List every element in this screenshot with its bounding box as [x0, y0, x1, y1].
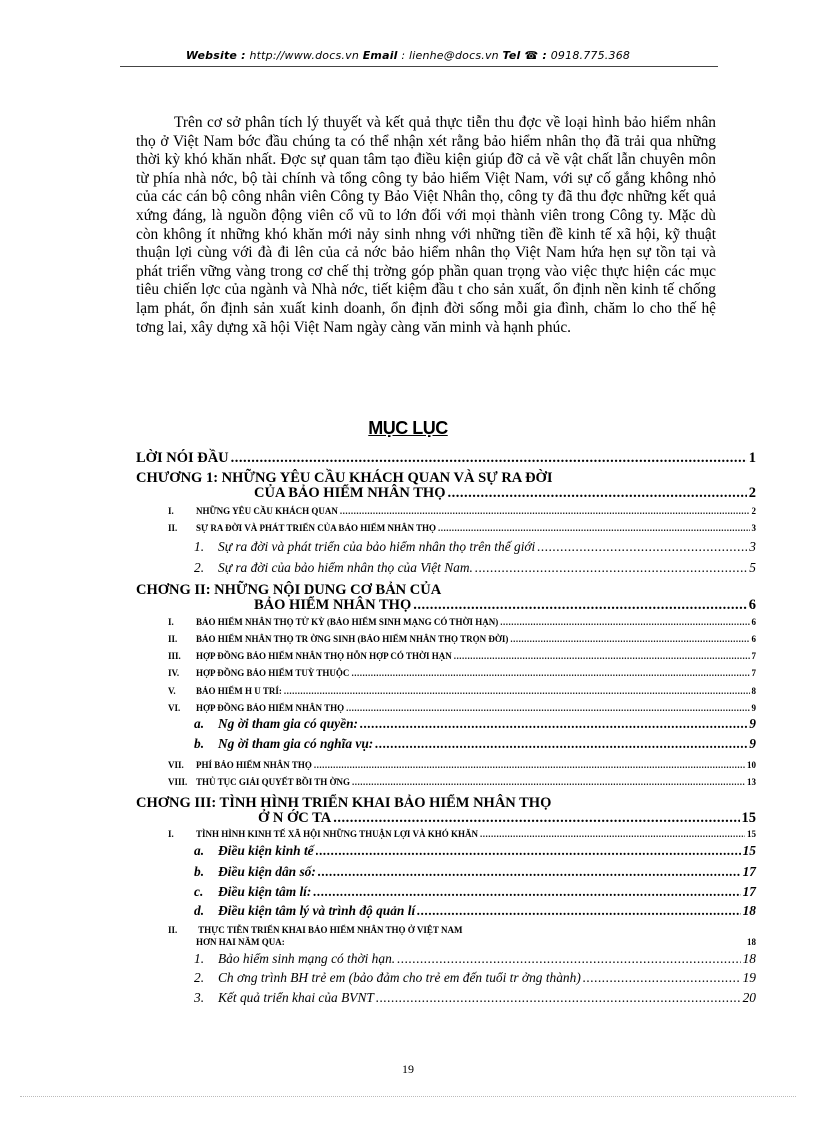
toc-entry-ch1-section-1[interactable]	[168, 506, 756, 516]
toc-page-number: 1	[748, 450, 756, 466]
toc-leader-dots	[447, 485, 746, 502]
toc-page-number: 6	[751, 634, 756, 644]
toc-leader-dots	[284, 686, 750, 696]
toc-entry-ch2-section-4[interactable]	[168, 668, 756, 678]
toc-page-number: 8	[751, 686, 756, 696]
toc-page-number: 20	[742, 990, 756, 1005]
toc-page-number: 17	[742, 864, 756, 879]
toc-page-number: 10	[747, 760, 756, 770]
toc-entry-ch3-sub-a[interactable]	[194, 843, 756, 859]
toc-entry-chapter-3[interactable]	[258, 810, 756, 827]
toc-page-number: 9	[751, 703, 756, 713]
toc-leader-dots	[510, 634, 749, 644]
body-paragraph: Trên cơ sở phân tích lý thuyết và kết quả thực tiễn thu đợc về loại hình bảo hiểm nhân thọ ở Việt Nam bớc đầu chúng ta có thể nhận xét rằng bảo hiểm nhân thọ đã trải qua những thời kỳ khó khăn nhất. Đợc sự quan tâm tạo điều kiện giúp đỡ cả về vật chất lẫn chuyên môn từ phía nhà nớc, bộ tài chính và tổng công ty bảo hiểm Việt Nam, với sự cố gắng không nhỏ của các cán bộ công nhân viên Công ty Bảo Việt Nhân thọ, công ty đã thu đợc những kết quả xứng đáng, là nguồn động viên cổ vũ to lớn đối với mọi thành viên trong Công ty. Mặc dù còn không ít những khó khăn mới nảy sinh nhng với những tiền đề kinh tế xã hội, kỹ thuật thuận lợi cùng với đà đi lên của cả nớc bảo hiểm nhân thọ Việt Nam hứa hẹn sự tồn tại và phát triển vững vàng trong cơ chế thị trờng góp phần quan trọng vào việc thực hiện các mục tiêu chiến lợc của ngành và Nhà nớc, tiết kiệm đầu t cho sản xuất, ổn định nền kinh tế chống lạm phát, ổn định sản xuất kinh doanh, ổn định đời sống mỗi gia đình, chăm lo cho thế hệ tơng lai, xây dựng xã hội Việt Nam ngày càng văn minh và hạnh phúc.	[136, 114, 716, 336]
toc-leader-dots	[316, 843, 741, 859]
toc-leader-dots	[340, 506, 750, 516]
toc-leader-dots	[475, 560, 747, 576]
toc-entry-ch2-sub-b[interactable]	[194, 736, 756, 752]
item-number: 1.	[194, 539, 205, 554]
toc-entry-label: BẢO HIỂM NHÂN THỌ TỬ KỲ (BẢO HIỂM SINH MẠNG CÓ THỜI HẠN)	[196, 617, 499, 627]
toc-page-number: 9	[749, 716, 756, 731]
toc-leader-dots	[375, 736, 747, 752]
roman-numeral: I.	[168, 829, 174, 839]
toc-leader-dots	[537, 539, 747, 555]
toc-entry-label: Sự ra đời của bảo hiểm nhân thọ của Việt Nam.	[218, 560, 473, 575]
toc-leader-dots	[346, 703, 749, 713]
toc-leader-dots	[352, 777, 745, 787]
toc-entry-ch1-section-2[interactable]	[168, 523, 756, 533]
toc-entry-ch2-section-8[interactable]	[168, 777, 756, 787]
toc-entry-label: Điều kiện kinh tế	[218, 843, 314, 858]
page-number: 19	[402, 1062, 414, 1076]
toc-page-number: 2	[751, 506, 756, 516]
toc-entry-label: Sự ra đời và phát triển của bảo hiểm nhân thọ trên thế giới	[218, 539, 536, 554]
toc-entry-ch1-sub-2[interactable]	[194, 560, 756, 576]
toc-entry-ch3-section-2[interactable]	[196, 937, 756, 947]
toc-entry-label: THỦ TỤC GIẢI QUYẾT BỒI TH ỜNG	[196, 777, 351, 787]
toc-page-number: 9	[749, 736, 756, 751]
toc-entry-label: Ch ơng trình BH trẻ em (bảo đảm cho trẻ em đến tuổi tr ởng thành)	[218, 970, 581, 985]
page-header	[0, 49, 816, 62]
toc-page-number: 19	[742, 970, 756, 985]
toc-leader-dots	[417, 903, 740, 919]
roman-numeral: III.	[168, 651, 181, 661]
toc-entry-ch2-section-3[interactable]	[168, 651, 756, 661]
toc-entry-ch3-sub-c[interactable]	[194, 884, 756, 900]
toc-entry-chapter-1[interactable]	[254, 485, 756, 502]
roman-numeral: V.	[168, 686, 176, 696]
toc-entry-label: Kết quả triển khai của BVNT	[218, 990, 374, 1005]
toc-entry-label: Điều kiện dân số:	[218, 864, 316, 879]
toc-entry-label: Ở N ỚC TA	[258, 810, 332, 826]
roman-numeral: VI.	[168, 703, 181, 713]
toc-entry-ch2-section-2[interactable]	[168, 634, 756, 644]
toc-entry-ch3-sub-1[interactable]	[194, 951, 756, 967]
toc-entry-label: CỦA BẢO HIỂM NHÂN THỌ	[254, 485, 446, 501]
toc-page-number: 3	[749, 539, 756, 554]
toc-entry-label: Ng ời tham gia có nghĩa vụ:	[218, 736, 374, 751]
roman-numeral: I.	[168, 617, 174, 627]
toc-entry-ch2-section-6[interactable]	[168, 703, 756, 713]
toc-entry-label: TÌNH HÌNH KINH TẾ XÃ HỘI NHỮNG THUẬN LỢI VÀ KHÓ KHĂN	[196, 829, 478, 839]
toc-entry-chapter-2[interactable]	[254, 597, 756, 614]
toc-page-number: 15	[747, 829, 756, 839]
toc-page-number: 15	[742, 843, 756, 858]
website-url[interactable]: http://www.docs.vn	[249, 49, 359, 62]
toc-entry-label: HỢP ĐỒNG BẢO HIỂM NHÂN THỌ HỖN HỢP CÓ THỜI HẠN	[196, 651, 452, 661]
toc-entry-label: HƠN HAI NĂM QUA:	[196, 937, 285, 947]
toc-leader-dots	[413, 597, 747, 614]
toc-leader-dots	[397, 951, 740, 967]
toc-entry-label: BẢO HIỂM NHÂN THỌ TR ỜNG SINH (BẢO HIỂM NHÂN THỌ TRỌN ĐỜI)	[196, 634, 509, 644]
email-address[interactable]: : lienhe@docs.vn	[401, 49, 499, 62]
toc-page-number: 5	[749, 560, 756, 575]
roman-numeral: II.	[168, 523, 178, 533]
toc-page-number: 2	[748, 485, 756, 501]
toc-leader-dots	[318, 864, 741, 880]
toc-ch3-section-2-heading	[168, 925, 462, 935]
roman-numeral: II.	[168, 634, 178, 644]
toc-entry-ch2-section-1[interactable]	[168, 617, 756, 627]
website-label: Website :	[185, 49, 246, 62]
toc-page-number: 13	[747, 777, 756, 787]
chapter-title-line1: TÌNH HÌNH TRIỂN KHAI BẢO HIỂM NHÂN THỌ	[219, 795, 552, 811]
item-letter: b.	[194, 736, 205, 751]
toc-entry-label: LỜI NÓI ĐẦU	[136, 450, 229, 466]
tel-label: Tel ☎ :	[502, 49, 548, 62]
chapter-number: CHƠNG III:	[136, 795, 217, 811]
toc-leader-dots	[231, 450, 747, 467]
toc-title: MỤC LỤC	[368, 418, 448, 438]
toc-leader-dots	[583, 970, 741, 986]
item-number: 2.	[194, 970, 205, 985]
toc-page-number: 18	[742, 903, 756, 918]
roman-numeral: VII.	[168, 760, 184, 770]
toc-entry-label: Điều kiện tâm lí:	[218, 884, 312, 899]
toc-entry-label: HỢP ĐỒNG BẢO HIỂM TUỲ THUỘC	[196, 668, 350, 678]
toc-entry-ch3-sub-b[interactable]	[194, 864, 756, 880]
toc-page-number: 18	[747, 937, 756, 947]
toc-entry-label: BẢO HIỂM H U TRÍ:	[196, 686, 282, 696]
item-letter: c.	[194, 884, 204, 899]
toc-entry-label: Bảo hiểm sinh mạng có thời hạn.	[218, 951, 396, 966]
chapter-number: CHƯƠNG 1:	[136, 470, 219, 486]
chapter-title-line1: NHỮNG YÊU CẦU KHÁCH QUAN VÀ SỰ RA ĐỜI	[221, 470, 553, 486]
toc-entry-intro[interactable]	[136, 450, 756, 467]
item-number: 1.	[194, 951, 205, 966]
toc-page-number: 6	[751, 617, 756, 627]
toc-page-number: 7	[751, 651, 756, 661]
toc-entry-ch2-sub-a[interactable]	[194, 716, 756, 732]
toc-entry-ch3-sub-3[interactable]	[194, 990, 756, 1006]
chapter-title-line1: NHỮNG NỘI DUNG CƠ BẢN CỦA	[214, 582, 442, 598]
page-bottom-divider	[20, 1096, 796, 1097]
roman-numeral: I.	[168, 506, 174, 516]
item-number: 3.	[194, 990, 205, 1005]
toc-page-number: 7	[751, 668, 756, 678]
toc-entry-ch2-section-5[interactable]	[168, 686, 756, 696]
item-number: 2.	[194, 560, 205, 575]
section-title-line1: THỰC TIỄN TRIỂN KHAI BẢO HIỂM NHÂN THỌ Ở VIỆT NAM	[198, 925, 463, 935]
item-letter: d.	[194, 903, 205, 918]
toc-page-number: 17	[742, 884, 756, 899]
toc-leader-dots	[314, 760, 745, 770]
roman-numeral: II.	[168, 925, 178, 935]
toc-leader-dots	[333, 810, 739, 827]
toc-entry-ch1-sub-1[interactable]	[194, 539, 756, 555]
toc-entry-ch3-sub-2[interactable]	[194, 970, 756, 986]
item-letter: a.	[194, 843, 205, 858]
toc-entry-label: SỰ RA ĐỜI VÀ PHÁT TRIỂN CỦA BẢO HIỂM NHÂN THỌ	[196, 523, 437, 533]
toc-entry-label: Ng ời tham gia có quyền:	[218, 716, 358, 731]
toc-entry-ch3-section-1[interactable]	[168, 829, 756, 839]
toc-entry-label: PHÍ BẢO HIỂM NHÂN THỌ	[196, 760, 312, 770]
toc-entry-ch3-sub-d[interactable]	[194, 903, 756, 919]
toc-leader-dots	[480, 829, 745, 839]
roman-numeral: IV.	[168, 668, 180, 678]
header-divider	[120, 66, 718, 67]
toc-page-number: 6	[748, 597, 756, 613]
toc-leader-dots	[438, 523, 749, 533]
roman-numeral: VIII.	[168, 777, 188, 787]
tel-number: 0918.775.368	[550, 49, 631, 62]
item-letter: b.	[194, 864, 205, 879]
toc-page-number: 18	[742, 951, 756, 966]
toc-entry-label: Điều kiện tâm lý và trình độ quản lí	[218, 903, 416, 918]
item-letter: a.	[194, 716, 205, 731]
toc-leader-dots	[313, 884, 740, 900]
toc-entry-label: NHỮNG YÊU CẦU KHÁCH QUAN	[196, 506, 338, 516]
email-label: Email	[362, 49, 398, 62]
toc-leader-dots	[376, 990, 741, 1006]
toc-entry-label: BẢO HIỂM NHÂN THỌ	[254, 597, 412, 613]
toc-page-number: 3	[751, 523, 756, 533]
toc-entry-label: HỢP ĐỒNG BẢO HIỂM NHÂN THỌ	[196, 703, 345, 713]
toc-leader-dots	[454, 651, 750, 661]
toc-entry-ch2-section-7[interactable]	[168, 760, 756, 770]
toc-page-number: 15	[741, 810, 756, 826]
chapter-number: CHƠNG II:	[136, 582, 211, 598]
toc-leader-dots	[500, 617, 749, 627]
toc-leader-dots	[351, 668, 749, 678]
toc-leader-dots	[360, 716, 747, 732]
